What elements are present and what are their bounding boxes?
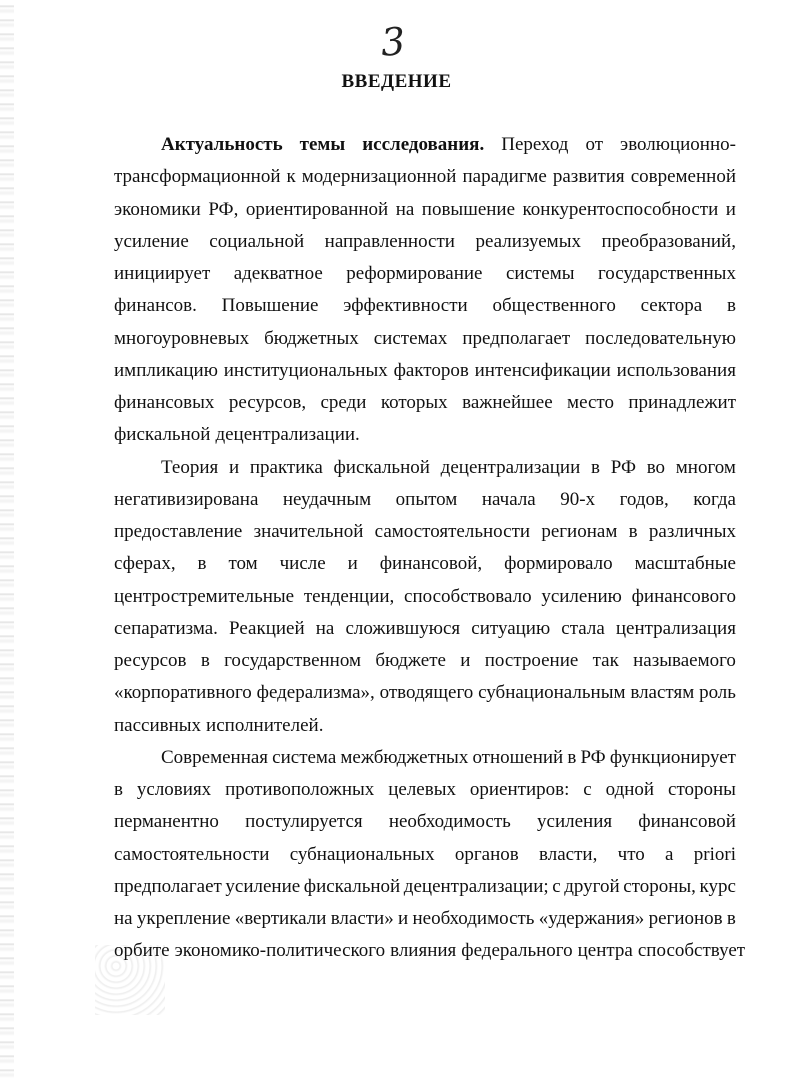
word: фискальной bbox=[303, 875, 401, 897]
word: одной bbox=[605, 779, 655, 800]
word: необходимость bbox=[388, 811, 511, 833]
word: экономики bbox=[114, 198, 201, 220]
word: в bbox=[591, 456, 600, 478]
word: регионов bbox=[648, 908, 723, 929]
word: противоположных bbox=[225, 779, 375, 800]
word: фискальной bbox=[114, 424, 211, 446]
paragraph bbox=[114, 742, 746, 968]
word: экономико-политического bbox=[174, 940, 386, 962]
word: роль bbox=[699, 682, 736, 704]
word: эффективности bbox=[343, 295, 468, 317]
text-line bbox=[114, 581, 736, 613]
word: среди bbox=[320, 392, 367, 413]
word: в bbox=[114, 779, 123, 800]
text-line bbox=[114, 194, 736, 226]
word: конкурентоспособности bbox=[522, 198, 719, 220]
word: условиях bbox=[136, 779, 212, 800]
word: усиление bbox=[114, 230, 189, 252]
word: место bbox=[567, 392, 614, 413]
word: многоуровневых bbox=[114, 327, 250, 349]
word: повышение bbox=[421, 198, 516, 220]
word: целевых bbox=[388, 779, 456, 800]
word: последовательную bbox=[585, 327, 736, 349]
word: в bbox=[200, 650, 210, 671]
word: важнейшее bbox=[462, 392, 553, 413]
text-line bbox=[114, 161, 736, 193]
word: межбюджетных bbox=[340, 746, 469, 768]
word: децентрализации. bbox=[215, 424, 360, 446]
word: и bbox=[398, 908, 409, 929]
word: бюджете bbox=[375, 650, 446, 671]
text-line bbox=[114, 548, 736, 580]
word: использования bbox=[616, 359, 736, 381]
word: влияния bbox=[390, 940, 457, 962]
word: децентрализации bbox=[440, 456, 581, 478]
word: государственных bbox=[597, 263, 736, 284]
word: эволюционно- bbox=[620, 134, 736, 155]
text-line bbox=[114, 677, 736, 709]
word: формировало bbox=[504, 553, 613, 575]
word: власти» bbox=[330, 908, 394, 929]
word: Теория bbox=[161, 456, 219, 478]
word: федерального bbox=[461, 940, 573, 962]
word: развития bbox=[552, 166, 625, 188]
word: РФ bbox=[610, 456, 636, 478]
word: РФ bbox=[580, 746, 606, 768]
word: с bbox=[552, 875, 561, 897]
word: органов bbox=[454, 843, 519, 865]
word: которых bbox=[380, 392, 448, 413]
word: импликацию bbox=[114, 359, 218, 381]
word: числе bbox=[279, 553, 326, 575]
word: современной bbox=[630, 166, 736, 188]
word: децентрализации; bbox=[403, 875, 549, 897]
text-line bbox=[114, 613, 736, 645]
paragraph bbox=[114, 452, 736, 742]
word: финансового bbox=[631, 585, 736, 607]
word: когда bbox=[693, 488, 736, 510]
word: орбите bbox=[114, 940, 170, 962]
word: субнациональным bbox=[478, 682, 626, 704]
word: Современная bbox=[161, 746, 269, 768]
word: федерализма», bbox=[256, 682, 375, 704]
word: к bbox=[286, 166, 296, 188]
text-line bbox=[114, 484, 736, 516]
word: система bbox=[272, 746, 337, 768]
word: стала bbox=[561, 617, 605, 639]
word: Реакцией bbox=[229, 617, 305, 639]
word: различных bbox=[648, 521, 736, 542]
word: называемого bbox=[633, 650, 736, 671]
word: регионам bbox=[541, 521, 618, 542]
text-line bbox=[114, 452, 736, 484]
text-line bbox=[114, 839, 736, 871]
word: предоставление bbox=[114, 521, 243, 542]
word: ориентиров: bbox=[469, 779, 570, 800]
word: предполагает bbox=[462, 327, 571, 349]
word: преобразований, bbox=[601, 230, 736, 252]
word: РФ, bbox=[208, 198, 239, 220]
word: том bbox=[228, 553, 258, 575]
word: другой bbox=[564, 875, 620, 897]
word: построение bbox=[484, 650, 579, 671]
word: с bbox=[583, 779, 592, 800]
word: сепаратизма. bbox=[114, 617, 218, 639]
word: самостоятельности bbox=[114, 843, 270, 865]
word: фискальной bbox=[333, 456, 430, 478]
word: опытом bbox=[395, 488, 458, 510]
word: централизация bbox=[615, 617, 736, 639]
word: a bbox=[665, 843, 674, 865]
text-line bbox=[114, 645, 736, 677]
word: модернизационной bbox=[301, 166, 457, 188]
text-line bbox=[114, 774, 736, 806]
word: на bbox=[315, 617, 335, 639]
word: инициирует bbox=[114, 263, 211, 284]
text-line bbox=[114, 710, 736, 742]
word: и bbox=[228, 456, 240, 478]
text-line bbox=[114, 935, 746, 967]
word: исследования. bbox=[362, 134, 485, 155]
word: сектора bbox=[640, 295, 703, 317]
word: властям bbox=[630, 682, 695, 704]
word: парадигме bbox=[462, 166, 547, 188]
word: центра bbox=[577, 940, 633, 962]
word: центростремительные bbox=[114, 585, 295, 607]
word: субнациональных bbox=[289, 843, 435, 865]
word: в bbox=[726, 295, 736, 317]
word: в bbox=[628, 521, 638, 542]
word: «корпоративного bbox=[114, 682, 252, 704]
word: государственном bbox=[224, 650, 362, 671]
word: курс bbox=[699, 875, 736, 897]
word: и bbox=[347, 553, 358, 575]
word: неудачным bbox=[282, 488, 372, 510]
word: необходимость bbox=[412, 908, 535, 929]
word: на bbox=[114, 908, 133, 929]
word: общественного bbox=[492, 295, 616, 317]
word: ситуацию bbox=[471, 617, 551, 639]
word: финансовой, bbox=[379, 553, 483, 575]
word: отводящего bbox=[379, 682, 474, 704]
word: способствовало bbox=[404, 585, 532, 607]
word: усилению bbox=[541, 585, 622, 607]
word: факторов bbox=[393, 359, 469, 381]
text-line bbox=[114, 258, 736, 290]
text-line bbox=[114, 355, 736, 387]
word: «удержания» bbox=[538, 908, 645, 929]
word: 90-х bbox=[560, 488, 596, 510]
text-line bbox=[114, 903, 736, 935]
text-line bbox=[114, 806, 736, 838]
word: от bbox=[585, 134, 604, 155]
word: перманентно bbox=[114, 811, 219, 833]
word: тенденции, bbox=[303, 585, 395, 607]
word: на bbox=[395, 198, 415, 220]
word: негативизирована bbox=[114, 488, 259, 510]
word: финансов. bbox=[114, 295, 197, 317]
word: реализуемых bbox=[475, 230, 581, 252]
word: значительной bbox=[253, 521, 364, 542]
word: ориентированной bbox=[245, 198, 389, 220]
word: финансовой bbox=[638, 811, 736, 833]
word: стороны, bbox=[623, 875, 696, 897]
text-line bbox=[114, 516, 736, 548]
word: принадлежит bbox=[628, 392, 736, 413]
word: отношений bbox=[472, 746, 564, 768]
text-line bbox=[114, 387, 736, 419]
text-line bbox=[114, 419, 736, 451]
word: и bbox=[725, 198, 736, 220]
word: укрепление bbox=[136, 908, 231, 929]
word: усиление bbox=[225, 875, 301, 897]
word: Актуальность bbox=[161, 134, 283, 155]
word: практика bbox=[249, 456, 323, 478]
word: в bbox=[197, 553, 207, 575]
word: сферах, bbox=[114, 553, 176, 575]
word: «вертикали bbox=[234, 908, 327, 929]
word: предполагает bbox=[114, 875, 222, 897]
word: трансформационной bbox=[114, 166, 281, 188]
word: масштабные bbox=[634, 553, 736, 575]
text-line bbox=[114, 226, 736, 258]
word: ресурсов bbox=[114, 650, 187, 671]
text-line bbox=[114, 323, 736, 355]
word: многом bbox=[675, 456, 736, 478]
text-line bbox=[114, 290, 736, 322]
word: priori bbox=[693, 843, 736, 865]
word: социальной bbox=[209, 230, 305, 252]
word: во bbox=[646, 456, 666, 478]
word: Повышение bbox=[221, 295, 319, 317]
word: в bbox=[726, 908, 736, 929]
word: адекватное bbox=[233, 263, 323, 284]
word: способствует bbox=[637, 940, 746, 962]
word: реформирование bbox=[346, 263, 483, 284]
word: институциональных bbox=[223, 359, 388, 381]
handwritten-page-number: 3 bbox=[379, 19, 407, 65]
word: направленности bbox=[324, 230, 455, 252]
text-line bbox=[114, 129, 736, 161]
word: годов, bbox=[619, 488, 669, 510]
body-text bbox=[114, 129, 746, 968]
paragraph bbox=[114, 129, 736, 452]
word: бюджетных bbox=[264, 327, 359, 349]
word: функционирует bbox=[609, 746, 736, 768]
word: сложившуюся bbox=[345, 617, 461, 639]
word: постулируется bbox=[245, 811, 363, 833]
word: интенсификации bbox=[474, 359, 611, 381]
word: начала bbox=[481, 488, 536, 510]
word: власти, bbox=[539, 843, 598, 865]
word: системы bbox=[505, 263, 575, 284]
word: стороны bbox=[668, 779, 736, 800]
word: Переход bbox=[501, 134, 569, 155]
word: ресурсов, bbox=[228, 392, 307, 413]
word: исполнителей. bbox=[206, 714, 324, 736]
word: усиления bbox=[537, 811, 613, 833]
word: пассивных bbox=[114, 714, 202, 736]
text-line bbox=[114, 742, 736, 774]
word: так bbox=[592, 650, 619, 671]
scan-edge-artifact bbox=[0, 0, 14, 1082]
word: и bbox=[460, 650, 471, 671]
word: что bbox=[617, 843, 645, 865]
word: самостоятельности bbox=[374, 521, 531, 542]
section-heading: ВВЕДЕНИЕ bbox=[341, 71, 452, 92]
text-line bbox=[114, 871, 736, 903]
word: финансовых bbox=[114, 392, 215, 413]
word: темы bbox=[299, 134, 346, 155]
word: системах bbox=[373, 327, 448, 349]
word: в bbox=[567, 746, 577, 768]
